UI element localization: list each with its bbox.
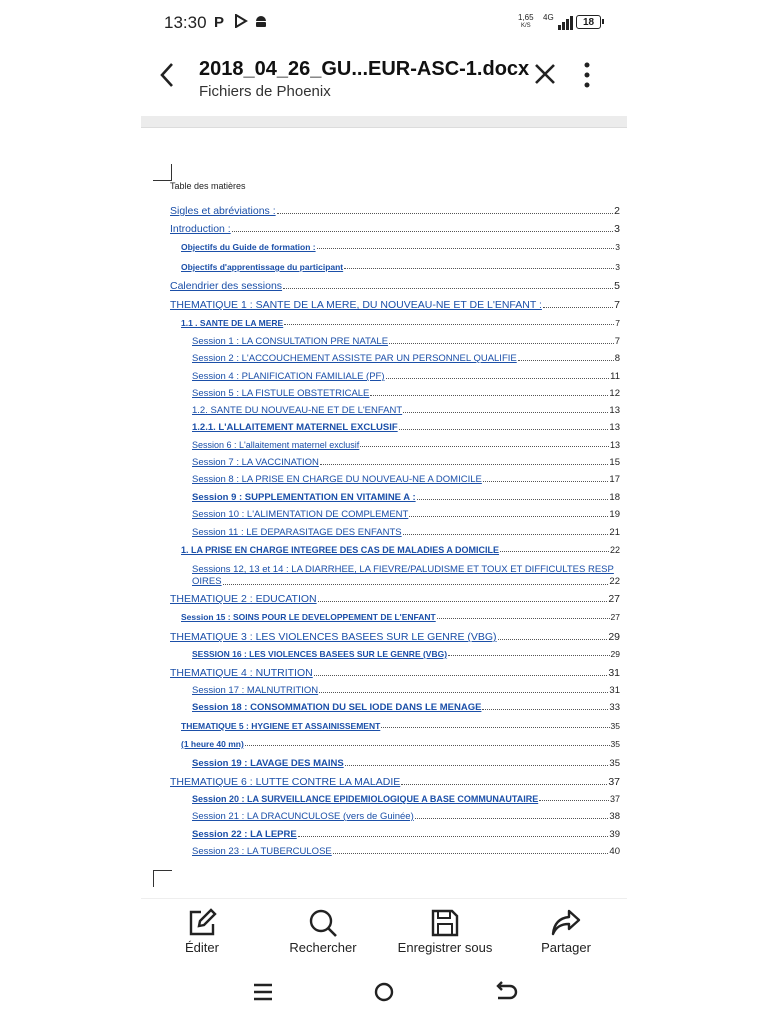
toc-entry[interactable] [181, 721, 620, 731]
toc-entry-page: 33 [609, 702, 620, 713]
toc-leader-dots [277, 213, 614, 214]
toc-leader-dots [333, 853, 609, 854]
toc-entry[interactable] [181, 242, 620, 252]
toc-entry[interactable] [181, 318, 620, 328]
toc-entry[interactable] [192, 371, 620, 382]
toc-leader-dots [320, 464, 609, 465]
toc-entry[interactable] [192, 702, 620, 713]
toc-entry-page: 21 [609, 527, 620, 538]
edit-button[interactable] [147, 907, 257, 955]
toc-entry-page: 29 [608, 631, 620, 643]
toc-entry[interactable] [170, 593, 620, 605]
toc-entry[interactable] [192, 649, 620, 659]
toc-entry-label: Objectifs d'apprentissage du participant [181, 262, 344, 272]
network-speed-unit: K/S [520, 23, 531, 29]
back-arrow-icon [156, 60, 178, 90]
toc-leader-dots [401, 784, 607, 785]
toc-leader-dots [317, 248, 615, 249]
toc-entry-label: Session 7 : LA VACCINATION [192, 457, 319, 468]
back-button[interactable] [156, 60, 178, 98]
toc-entry[interactable] [170, 776, 620, 788]
toc-entry-page: 8 [614, 353, 620, 364]
toc-entry-page: 3 [615, 242, 620, 252]
toc-leader-dots [245, 745, 610, 746]
edit-icon [187, 908, 217, 938]
toc-entry-label: THEMATIQUE 4 : NUTRITION [170, 667, 313, 679]
toc-entry-page: 35 [609, 758, 620, 769]
search-button[interactable] [268, 907, 378, 955]
toc-entry[interactable] [192, 440, 620, 450]
toc-leader-dots [319, 692, 608, 693]
toc-entry-label: SESSION 16 : LES VIOLENCES BASEES SUR LE GENRE (VBG) [192, 649, 448, 659]
network-type: 4G [543, 13, 554, 22]
toc-leader-dots [298, 836, 609, 837]
toc-leader-dots [370, 395, 608, 396]
toc-entry[interactable] [170, 631, 620, 643]
toc-entry-page: 7 [614, 336, 620, 347]
toc-leader-dots [344, 268, 614, 269]
system-back-button[interactable] [494, 980, 518, 1009]
toc-entry-label: Session 8 : LA PRISE EN CHARGE DU NOUVEAU-NE A DOMICILE [192, 474, 482, 485]
toc-entry[interactable] [170, 205, 620, 217]
toc-entry[interactable] [181, 739, 620, 749]
toc-entry-label: (1 heure 40 mn) [181, 739, 244, 749]
toc-entry-page: 37 [608, 776, 620, 788]
toc-leader-dots [232, 231, 613, 232]
toc-leader-dots [360, 446, 609, 447]
toc-entry-label: 1.1 . SANTE DE LA MERE [181, 318, 284, 328]
toc-entry-label: Session 15 : SOINS POUR LE DEVELOPPEMENT DE L'ENFANT [181, 612, 436, 622]
toc-entry-page: 29 [610, 649, 620, 659]
toc-entry-page: 5 [614, 280, 620, 292]
page-margin-mark-top [153, 164, 172, 181]
toc-entry-label: Session 10 : L'ALIMENTATION DE COMPLEMENT [192, 509, 409, 520]
toc-entry-label: Session 9 : SUPPLEMENTATION EN VITAMINE A : [192, 492, 416, 503]
toc-entry-page: 13 [609, 422, 620, 433]
toc-leader-dots [345, 765, 609, 766]
toc-entry-label: Session 20 : LA SURVEILLANCE EPIDEMIOLOGIQUE A BASE COMMUNAUTAIRE [192, 794, 539, 804]
toc-entry-page: 2 [614, 205, 620, 217]
page-margin-mark-bottom [153, 870, 172, 887]
toc-entry-page: 11 [610, 371, 620, 382]
toc-entry-page: 39 [609, 829, 620, 840]
toc-entry-label: Calendrier des sessions [170, 280, 283, 292]
battery-icon: 18 [576, 15, 601, 29]
toc-entry-page: 35 [610, 721, 620, 731]
toc-leader-dots [409, 516, 608, 517]
bottom-toolbar [141, 898, 627, 969]
toc-entry-label: Sigles et abréviations : [170, 205, 276, 217]
toc-entry-page: 17 [609, 474, 620, 485]
toc-entry-label-continued: OIRES [192, 576, 222, 587]
edit-label: Éditer [185, 940, 219, 955]
toc-entry-label: 1.2. SANTE DU NOUVEAU-NE ET DE L'ENFANT [192, 405, 403, 416]
recent-apps-button[interactable] [252, 980, 274, 1009]
toc-entry[interactable] [192, 388, 620, 399]
toc-entry-page: 12 [609, 388, 620, 399]
toc-title: Table des matières [170, 181, 246, 191]
toc-entry-label: THEMATIQUE 2 : EDUCATION [170, 593, 317, 605]
save-as-label: Enregistrer sous [397, 940, 493, 955]
toc-leader-dots [284, 324, 614, 325]
document-location: Fichiers de Phoenix [199, 83, 331, 100]
toc-leader-dots [543, 307, 613, 308]
toc-entry-label: 1. LA PRISE EN CHARGE INTEGREE DES CAS DE MALADIES A DOMICILE [181, 545, 500, 555]
toc-leader-dots [448, 655, 609, 656]
toc-entry[interactable] [192, 353, 620, 364]
toc-entry-page: 22 [609, 545, 620, 555]
network-speed-value: 1,65 [518, 13, 534, 22]
p-icon: P [214, 14, 225, 31]
status-bar [0, 0, 768, 46]
toc-leader-dots [539, 800, 609, 801]
toc-entry-page: 27 [608, 593, 620, 605]
toc-entry-label: 1.2.1. L'ALLAITEMENT MATERNEL EXCLUSIF [192, 422, 398, 433]
toc-leader-dots [389, 343, 614, 344]
toc-entry[interactable] [192, 492, 620, 503]
toc-entry-page: 27 [610, 612, 620, 622]
toc-entry-page: 13 [609, 440, 620, 450]
toc-leader-dots [223, 584, 609, 585]
toc-entry-label: Session 4 : PLANIFICATION FAMILIALE (PF) [192, 371, 385, 382]
toc-entry-page: 3 [615, 262, 620, 272]
toc-entry-page: 22 [609, 576, 620, 587]
toc-entry-label: Session 11 : LE DEPARASITAGE DES ENFANTS [192, 527, 402, 538]
toc-entry-label: Session 23 : LA TUBERCULOSE [192, 846, 332, 857]
toc-entry-label: THEMATIQUE 6 : LUTTE CONTRE LA MALADIE [170, 776, 401, 788]
home-circle-icon [372, 980, 396, 1004]
toc-leader-dots [483, 481, 609, 482]
toc-entry-page: 7 [615, 318, 620, 328]
toc-entry-page: 31 [609, 685, 620, 696]
toc-entry-label: Session 2 : L'ACCOUCHEMENT ASSISTE PAR UN PERSONNEL QUALIFIE [192, 353, 517, 364]
save-icon [430, 908, 460, 938]
toc-entry[interactable] [192, 811, 620, 822]
toc-leader-dots [318, 601, 608, 602]
share-icon [550, 908, 582, 938]
document-title: 2018_04_26_GU...EUR-ASC-1.docx [199, 58, 530, 80]
toc-entry-page: 13 [609, 405, 620, 416]
toc-entry-page: 19 [609, 509, 620, 520]
search-label: Rechercher [289, 940, 357, 955]
toc-entry-label: Session 19 : LAVAGE DES MAINS [192, 758, 344, 769]
toc-entry[interactable] [192, 422, 620, 433]
toc-entry-label: Introduction : [170, 223, 231, 235]
toc-entry[interactable] [192, 509, 620, 520]
toc-entry-label: Session 1 : LA CONSULTATION PRE NATALE [192, 336, 389, 347]
toc-entry[interactable] [170, 667, 620, 679]
toc-leader-dots [518, 360, 614, 361]
toc-leader-dots [415, 818, 609, 819]
share-label: Partager [541, 940, 591, 955]
page-top-band [141, 116, 627, 128]
toc-leader-dots [283, 288, 613, 289]
share-button[interactable] [511, 907, 621, 955]
toc-entry-page: 40 [609, 846, 620, 857]
toc-entry-label: Session 17 : MALNUTRITION [192, 685, 319, 696]
status-time: 13:30 [164, 13, 207, 32]
toc-entry-page: 15 [609, 457, 620, 468]
toc-entry-page: 38 [609, 811, 620, 822]
toc-entry-label: THEMATIQUE 1 : SANTE DE LA MERE, DU NOUVEAU-NE ET DE L'ENFANT : [170, 299, 542, 311]
toc-entry[interactable] [181, 545, 620, 555]
toc-leader-dots [482, 709, 608, 710]
toc-entry-label: Sessions 12, 13 et 14 : LA DIARRHEE, LA FIEVRE/PALUDISME ET TOUX ET DIFFICULTES RESP [192, 564, 614, 575]
search-icon [308, 908, 338, 938]
toc-entry[interactable] [192, 829, 620, 840]
toc-entry[interactable] [192, 457, 620, 468]
toc-entry-page: 35 [610, 739, 620, 749]
toc-entry-label: Session 21 : LA DRACUNCULOSE (vers de Guinée) [192, 811, 414, 822]
menu-icon [252, 980, 274, 1004]
toc-entry[interactable] [192, 336, 620, 347]
app-bar [141, 46, 627, 112]
android-icon [254, 14, 268, 32]
toc-leader-dots [437, 618, 610, 619]
toc-entry-page: 7 [614, 299, 620, 311]
document-view[interactable] [141, 112, 627, 898]
toc-entry-page: 31 [608, 667, 620, 679]
toc-entry[interactable] [192, 564, 620, 588]
toc-entry[interactable] [192, 685, 620, 696]
toc-entry[interactable] [192, 758, 620, 769]
toc-entry[interactable] [170, 223, 620, 235]
toc-entry-label: Session 6 : L'allaitement maternel exclusif [192, 440, 360, 450]
toc-entry-label: Session 18 : CONSOMMATION DU SEL IODE DANS LE MENAGE [192, 702, 482, 713]
toc-entry[interactable] [181, 612, 620, 622]
toc-entry[interactable] [181, 262, 620, 272]
back-return-icon [494, 980, 518, 1004]
close-button[interactable] [533, 62, 557, 93]
toc-entry-page: 18 [609, 492, 620, 503]
toc-entry[interactable] [170, 299, 620, 311]
toc-entry-label: Objectifs du Guide de formation : [181, 242, 316, 252]
toc-entry-page: 3 [614, 223, 620, 235]
toc-leader-dots [403, 534, 609, 535]
toc-leader-dots [386, 378, 610, 379]
toc-leader-dots [381, 727, 609, 728]
toc-entry-page: 37 [609, 794, 620, 804]
more-vertical-icon [583, 62, 591, 88]
toc-entry-label: THEMATIQUE 5 : HYGIENE ET ASSAINISSEMENT [181, 721, 381, 731]
signal-icon [558, 14, 574, 30]
toc-leader-dots [403, 412, 608, 413]
toc-entry-label: Session 5 : LA FISTULE OBSTETRICALE [192, 388, 370, 399]
toc-leader-dots [417, 499, 609, 500]
toc-entry-label: THEMATIQUE 3 : LES VIOLENCES BASEES SUR LE GENRE (VBG) [170, 631, 497, 643]
toc-entry[interactable] [170, 280, 620, 292]
toc-entry[interactable] [192, 405, 620, 416]
toc-leader-dots [314, 675, 608, 676]
toc-leader-dots [500, 551, 609, 552]
save-as-button[interactable] [390, 907, 500, 955]
home-button[interactable] [372, 980, 396, 1009]
toc-leader-dots [498, 639, 608, 640]
network-speed [518, 13, 534, 31]
system-nav-bar [0, 970, 768, 1024]
toc-leader-dots [399, 429, 609, 430]
toc-entry[interactable] [192, 474, 620, 485]
close-icon [533, 62, 557, 86]
toc-entry[interactable] [192, 846, 620, 857]
more-options-button[interactable] [583, 62, 591, 88]
play-icon [234, 14, 248, 32]
toc-entry[interactable] [192, 527, 620, 538]
toc-entry[interactable] [192, 794, 620, 804]
toc-entry-label: Session 22 : LA LEPRE [192, 829, 297, 840]
